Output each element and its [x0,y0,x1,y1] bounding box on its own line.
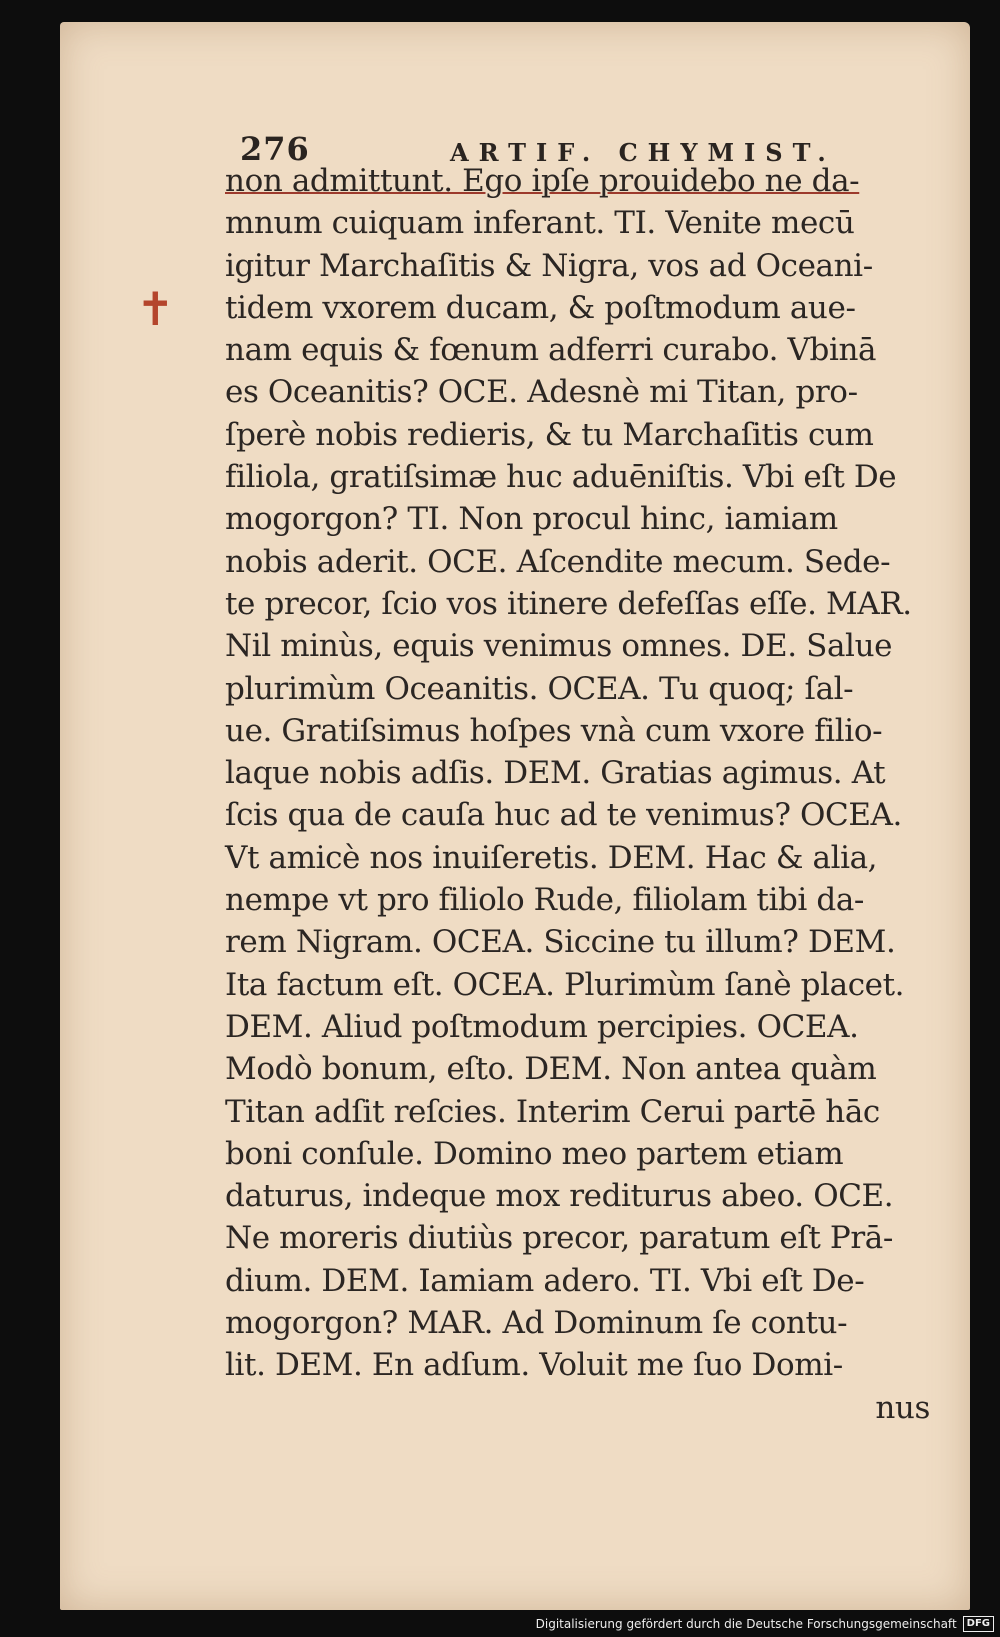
text-line: dium. DEM. Iamiam adero. TI. Vbi eſt De- [225,1262,865,1299]
digitization-footer [536,1613,994,1635]
text-line: daturus, indeque mox rediturus abeo. OCE. [225,1178,894,1215]
text-line: nobis aderit. OCE. Aſcendite mecum. Sede- [225,543,891,580]
text-line: boni conſule. Domino meo partem etiam [225,1135,844,1172]
catchword: nus [875,1389,930,1426]
running-title: ARTIF. CHYMIST. [450,138,836,167]
text-line: Modò bonum, eſto. DEM. Non antea quàm [225,1051,877,1088]
text-line: laque nobis adſis. DEM. Gratias agimus. At [225,755,886,792]
text-line: Ita factum eſt. OCEA. Plurimùm ſanè placet. [225,966,905,1003]
text-line: nempe vt pro filiolo Rude, filiolam tibi da- [225,882,864,919]
text-line: lit. DEM. En adſum. Voluit me ſuo Domi- [225,1347,843,1384]
text-line: ue. Gratiſsimus hoſpes vnà cum vxore filio- [225,712,883,749]
text-line: te precor, ſcio vos itinere defeſſas eſſe. MAR. [225,585,912,622]
text-block [225,160,930,1429]
text-line: Vt amicè nos inuiſeretis. DEM. Hac & alia, [225,839,878,876]
text-line: tidem vxorem ducam, & poſtmodum aue- [225,289,856,326]
text-line: Nil minùs, equis venimus omnes. DE. Salue [225,628,893,665]
text-line: Titan adſit reſcies. Interim Cerui partē hāc [225,1093,880,1130]
text-line: igitur Marchaſitis & Nigra, vos ad Oceani- [225,247,873,284]
text-line: mogorgon? MAR. Ad Dominum ſe contu- [225,1305,848,1342]
marginal-annotation: ✝ [136,282,175,336]
text-line: es Oceanitis? OCE. Adesnè mi Titan, pro- [225,374,858,411]
text-line: filiola, gratiſsimæ huc aduēniſtis. Vbi eſt De [225,459,897,496]
dfg-logo: DFG [963,1616,994,1632]
footer-credit: Digitalisierung gefördert durch die Deutsche Forschungsgemeinschaft [535,1617,957,1631]
text-line: plurimùm Oceanitis. OCEA. Tu quoq; ſal- [225,670,854,707]
text-line: nam equis & fœnum adferri curabo. Vbinā [225,332,877,369]
text-line: rem Nigram. OCEA. Siccine tu illum? DEM. [225,924,896,961]
text-line: mnum cuiquam inferant. TI. Venite mecū [225,205,855,242]
text-line: Ne moreris diutiùs precor, paratum eſt Prā- [225,1220,893,1257]
text-line: DEM. Aliud poſtmodum percipies. OCEA. [225,1008,859,1045]
text-line: ſcis qua de cauſa huc ad te venimus? OCEA. [225,797,902,834]
text-line: ſperè nobis redieris, & tu Marchaſitis cum [225,416,874,453]
page-number: 276 [240,130,310,168]
text-line: mogorgon? TI. Non procul hinc, iamiam [225,501,838,538]
text-line: non admittunt. Ego ipſe prouidebo ne da- [225,163,860,199]
